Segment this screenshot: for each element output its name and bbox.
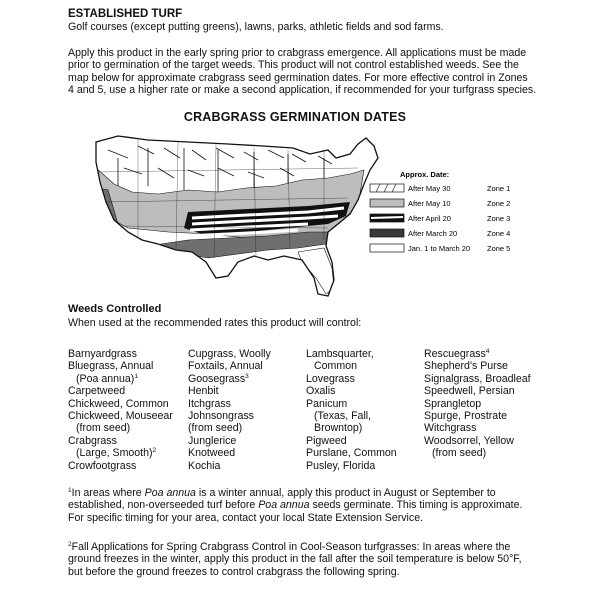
weeds-column-3 (306, 348, 397, 472)
weed-item: (Texas, Fall, (314, 410, 372, 423)
weeds-intro: When used at the recommended rates this product will control: (68, 317, 362, 329)
footnote-text: seeds germinate. This timing is approximate. (309, 499, 523, 512)
weed-item: Oxalis (306, 385, 336, 398)
footnote-text: Fall Applications for Spring Crabgrass Control in Cool-Season turfgrasses: In areas where the (71, 541, 511, 553)
legend-zone: Zone 5 (487, 244, 511, 253)
footnote-text: established, non-overseeded turf before (68, 499, 259, 512)
weed-item: Chickweed, Mouseear (68, 410, 173, 423)
legend-zone-5 (370, 244, 510, 253)
weed-item: Lovegrass (306, 372, 355, 385)
footnote-text: is a winter annual, apply this product in August or September to (195, 487, 496, 499)
weed-item: Chickweed, Common (68, 397, 169, 410)
legend-zone-1 (370, 184, 510, 193)
legend-date: After May 10 (408, 199, 451, 208)
legend-zone-2 (370, 199, 510, 208)
legend-date: After April 20 (408, 214, 451, 223)
established-turf-text: Golf courses (except putting greens), lawns, parks, athletic fields and sod farms. (68, 21, 444, 33)
footnote-marker: 1 (68, 487, 72, 494)
footnote-2 (68, 541, 522, 578)
weed-item: Junglerice (188, 434, 237, 447)
weed-item: Carpetweed (68, 385, 126, 398)
legend-zone-3 (370, 214, 510, 223)
legend-date: Jan. 1 to March 20 (408, 244, 471, 253)
weed-item: (from seed) (76, 422, 131, 435)
footnote-italic: Poa annua (258, 499, 310, 512)
weed-item: Purslane, Common (306, 447, 397, 460)
legend-zone: Zone 4 (487, 229, 511, 238)
weed-item: Johnsongrass (188, 410, 254, 423)
footnote-text: In areas where (71, 487, 145, 499)
weed-item: Signalgrass, Broadleaf (424, 372, 531, 385)
footnote-text: For specific timing for your area, contact your local State Extension Service. (68, 511, 424, 524)
footnote-text: but before the ground freezes to control crabgrass the following spring. (68, 565, 400, 578)
legend-zone: Zone 3 (487, 214, 511, 223)
paragraph-line: 4 and 5, use a higher rate or make a second application, if recommended for your turfgrass species. (68, 83, 537, 96)
footnote-italic: Poa annua (144, 487, 196, 499)
weed-item: Itchgrass (188, 397, 231, 410)
weed-item: (from seed) (188, 422, 243, 435)
weed-item: Panicum (306, 397, 348, 410)
weed-item: Goosegrass$^3$ (188, 372, 249, 385)
paragraph-line: prior to germination of the target weeds. This product will not control established weeds. See the (68, 59, 519, 72)
weed-item: Henbit (188, 385, 219, 398)
weed-item: Pusley, Florida (306, 459, 376, 472)
legend-zone: Zone 2 (487, 199, 511, 208)
footnote-text: ground freezes in the winter, apply this product in the fall after the soil temperature is below 50°F, (68, 553, 522, 566)
legend-zone-4 (370, 229, 510, 238)
weed-item: Woodsorrel, Yellow (424, 434, 514, 447)
weed-item: Pigweed (306, 434, 347, 447)
established-turf-heading: ESTABLISHED TURF (68, 8, 183, 20)
weed-item: Foxtails, Annual (188, 360, 263, 373)
footnote-1 (68, 487, 522, 524)
weed-item: Cupgrass, Woolly (188, 348, 271, 360)
weed-item: Browntop) (314, 422, 363, 435)
weed-item: Barnyardgrass (68, 348, 137, 360)
crabgrass-germination-map (88, 128, 528, 300)
map-title: CRABGRASS GERMINATION DATES (183, 110, 407, 124)
legend-zone: Zone 1 (487, 184, 511, 193)
weed-item: Speedwell, Persian (424, 385, 515, 398)
weed-item: Common (314, 360, 357, 373)
weeds-controlled-heading: Weeds Controlled (68, 303, 162, 315)
weed-item: Kochia (188, 459, 221, 472)
weed-item: Bluegrass, Annual (68, 360, 154, 373)
weed-item: Lambsquarter, (306, 348, 374, 360)
weeds-column-2 (188, 348, 271, 472)
weeds-column-4 (424, 348, 531, 460)
weed-item: (from seed) (432, 447, 487, 460)
weeds-column-1 (68, 348, 173, 472)
legend-date: After May 30 (408, 184, 451, 193)
application-paragraph (68, 47, 536, 96)
weed-item: Knotweed (188, 447, 236, 460)
weed-item: (Large, Smooth)$^2$ (76, 447, 157, 460)
weed-item: Sprangletop (424, 397, 482, 410)
weed-item: Rescuegrass$^4$ (424, 348, 490, 360)
weed-item: Witchgrass (424, 422, 477, 435)
weed-item: Crowfootgrass (68, 459, 137, 472)
weed-item: Crabgrass (68, 434, 117, 447)
legend-date: After March 20 (408, 229, 458, 238)
weed-item: (Poa annua)$^1$ (76, 372, 138, 385)
footnote-marker: 2 (68, 541, 72, 548)
map-legend (370, 170, 510, 253)
weed-item: Spurge, Prostrate (424, 410, 508, 423)
paragraph-line: Apply this product in the early spring prior to crabgrass emergence. All applications must be made (68, 47, 527, 59)
weed-item: Shepherd's Purse (424, 360, 508, 373)
legend-heading: Approx. Date: (400, 170, 450, 179)
paragraph-line: map below for approximate crabgrass seed germination dates. For more effective control in Zones (68, 71, 528, 84)
